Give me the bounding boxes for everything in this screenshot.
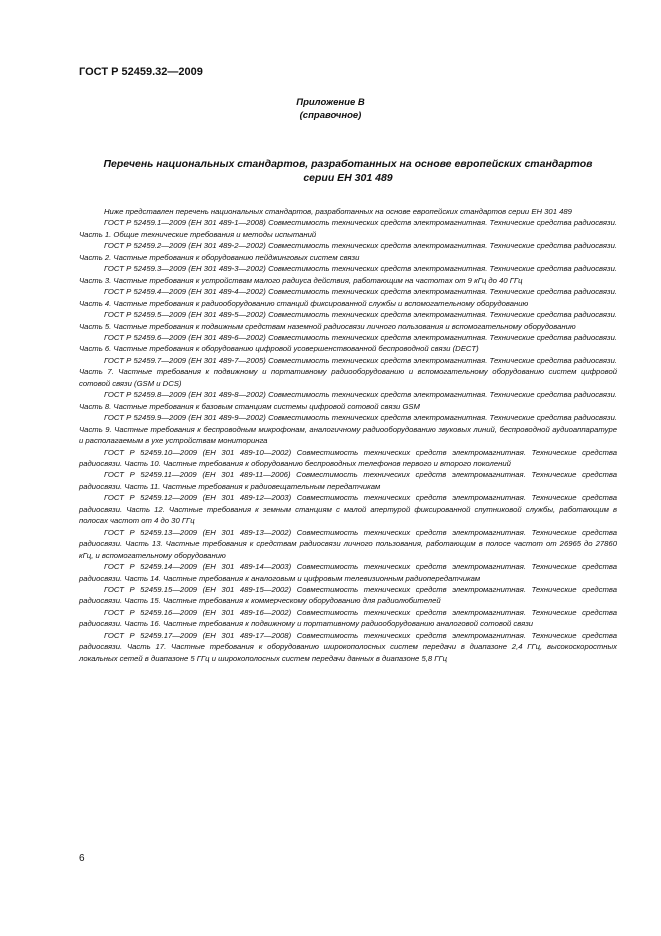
section-title-line-2: серии ЕН 301 489 [303, 172, 393, 184]
list-item: ГОСТ Р 52459.7—2009 (ЕН 301 489-7—2005) Совместимость технических средств электромагнитная. Технические средства радиосвязи. Часть 7. Частные требования к подвижному и портативному радиооборудованию и вспомогательному оборудованию систем цифровой сотовой связи (GSM и DCS) [79, 355, 617, 388]
section-title [79, 157, 617, 185]
list-item: ГОСТ Р 52459.12—2009 (ЕН 301 489-12—2003) Совместимость технических средств электромагнитная. Технические средства радиосвязи. Часть 12. Частные требования к земным станциям с малой апертурой фиксированной спутниковой службы, работающим в полосах частот от 4 до 30 ГГц [79, 493, 617, 526]
list-item: ГОСТ Р 52459.2—2009 (ЕН 301 489-2—2002) Совместимость технических средств электромагнитная. Технические средства радиосвязи. Часть 2. Частные требования к оборудованию пейджинговых систем связи [79, 241, 617, 262]
section-title-line-1: Перечень национальных стандартов, разработанных на основе европейских стандартов [103, 158, 593, 170]
list-item: ГОСТ Р 52459.1—2009 (ЕН 301 489-1—2008) Совместимость технических средств электромагнитная. Технические средства радиосвязи. Часть 1. Общие технические требования и методы испытаний [79, 218, 617, 239]
intro-paragraph: Ниже представлен перечень национальных стандартов, разработанных на основе европейских стандартов серии ЕН 301 489 [104, 207, 572, 216]
list-item: ГОСТ Р 52459.4—2009 (ЕН 301 489-4—2002) Совместимость технических средств электромагнитная. Технические средства радиосвязи. Часть 4. Частные требования к радиооборудованию станций фиксированной службы и вспомогательному оборудованию [79, 287, 617, 308]
list-item: ГОСТ Р 52459.17—2009 (ЕН 301 489-17—2008) Совместимость технических средств электромагнитная. Технические средства радиосвязи. Часть 17. Частные требования к оборудованию широкополосных систем передачи в диапазоне 2,4 ГГц, высокоскоростных локальных сетей в диапазоне 5 ГГц и широкополосных систем передачи данных в диапазоне 5,8 ГГц [79, 630, 617, 663]
list-item: ГОСТ Р 52459.16—2009 (ЕН 301 489-16—2002) Совместимость технических средств электромагнитная. Технические средства радиосвязи. Часть 16. Частные требования к подвижному и портативному радиооборудованию аналоговой сотовой связи [79, 607, 617, 629]
document-header: ГОСТ Р 52459.32—2009 [79, 66, 203, 78]
page-number: 6 [79, 853, 85, 864]
annex-title: Приложение В [296, 97, 365, 108]
standards-list [79, 206, 617, 664]
list-item: ГОСТ Р 52459.5—2009 (ЕН 301 489-5—2002) Совместимость технических средств электромагнитная. Технические средства радиосвязи. Часть 5. Частные требования к подвижным средствам наземной радиосвязи личного пользования и вспомогательному оборудованию [79, 310, 617, 331]
list-item: ГОСТ Р 52459.3—2009 (ЕН 301 489-3—2002) Совместимость технических средств электромагнитная. Технические средства радиосвязи. Часть 3. Частные требования к устройствам малого радиуса действия, работающим на частотах от 9 кГц до 40 ГГц [79, 264, 617, 285]
list-item: ГОСТ Р 52459.9—2009 (ЕН 301 489-9—2002) Совместимость технических средств электромагнитная. Технические средства радиосвязи. Часть 9. Частные требования к беспроводным микрофонам, аналогичному радиооборудованию звуковых линий, беспроводной аудиоаппаратуре и располагаемым в ухе устройствам мониторинга [79, 413, 617, 446]
list-item: ГОСТ Р 52459.6—2009 (ЕН 301 489-6—2002) Совместимость технических средств электромагнитная. Технические средства радиосвязи. Часть 6. Частные требования к оборудованию цифровой усовершенствованной беспроводной связи (DECT) [79, 332, 617, 354]
list-item: ГОСТ Р 52459.14—2009 (ЕН 301 489-14—2003) Совместимость технических средств электромагнитная. Технические средства радиосвязи. Часть 14. Частные требования к аналоговым и цифровым телевизионным радиопередатчикам [79, 562, 617, 583]
list-item: ГОСТ Р 52459.8—2009 (ЕН 301 489-8—2002) Совместимость технических средств электромагнитная. Технические средства радиосвязи. Часть 8. Частные требования к базовым станциям системы цифровой сотовой связи GSM [79, 390, 617, 411]
annex-heading [0, 96, 661, 122]
list-item: ГОСТ Р 52459.11—2009 (ЕН 301 489-11—2006) Совместимость технических средств электромагнитная. Технические средства радиосвязи. Часть 11. Частные требования к радиовещательным передатчикам [79, 470, 617, 491]
annex-subtitle: (справочное) [299, 110, 362, 121]
list-item: ГОСТ Р 52459.13—2009 (ЕН 301 489-13—2002) Совместимость технических средств электромагнитная. Технические средства радиосвязи. Часть 13. Частные требования к средствам радиосвязи личного пользования, работающим в полосе частот от 26965 до 27860 кГц, и вспомогательному оборудованию [79, 527, 617, 560]
list-item: ГОСТ Р 52459.15—2009 (ЕН 301 489-15—2002) Совместимость технических средств электромагнитная. Технические средства радиосвязи. Часть 15. Частные требования к коммерческому оборудованию для радиолюбителей [79, 584, 617, 606]
list-item: ГОСТ Р 52459.10—2009 (ЕН 301 489-10—2002) Совместимость технических средств электромагнитная. Технические средства радиосвязи. Часть 10. Частные требования к оборудованию беспроводных телефонов первого и второго поколений [79, 447, 617, 468]
